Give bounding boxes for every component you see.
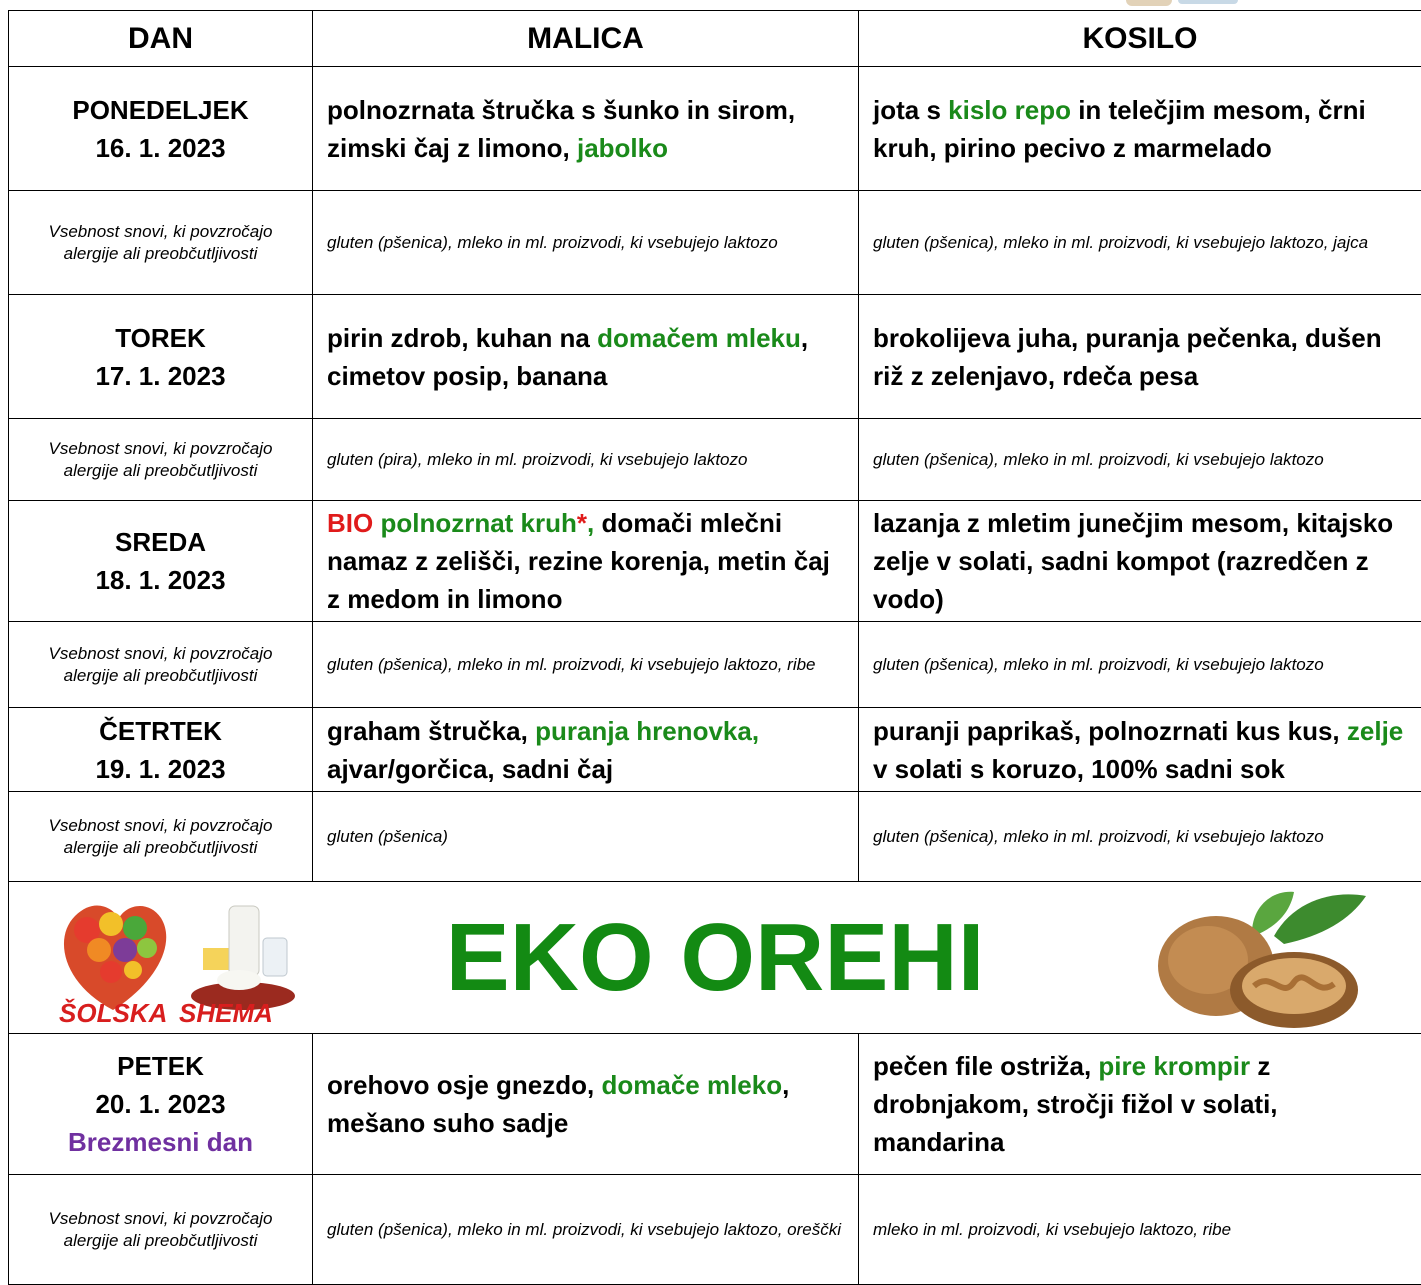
menu-text-segment: pire krompir xyxy=(1098,1051,1250,1081)
menu-text-segment: jabolko xyxy=(577,133,668,163)
malica-cell xyxy=(313,708,859,792)
kosilo-allergens: gluten (pšenica), mleko in ml. proizvodi, ki vsebujejo laktozo xyxy=(859,419,1421,501)
menu-text-segment: kislo repo xyxy=(948,95,1071,125)
menu-text-segment: lazanja z mletim junečjim mesom, kitajsko zelje v solati, sadni kompot (razredčen z vodo) xyxy=(873,508,1393,614)
corner-decoration xyxy=(1120,0,1300,10)
menu-text-segment: puranja hrenovka, xyxy=(535,716,759,746)
allergen-row xyxy=(9,622,1421,708)
allergen-label: Vsebnost snovi, ki povzročajo alergije ali preobčutljivosti xyxy=(9,1175,313,1285)
malica-cell xyxy=(313,295,859,419)
kosilo-cell xyxy=(859,67,1421,191)
menu-text-segment: , xyxy=(587,508,594,538)
day-cell xyxy=(9,67,313,191)
menu-text-segment: polnozrnata štručka s šunko in sirom, zimski čaj z limono, xyxy=(327,95,795,163)
allergen-label: Vsebnost snovi, ki povzročajo alergije ali preobčutljivosti xyxy=(9,191,313,295)
walnut-image xyxy=(1154,890,1369,1032)
kosilo-allergens: gluten (pšenica), mleko in ml. proizvodi, ki vsebujejo laktozo xyxy=(859,792,1421,882)
header-dan: DAN xyxy=(9,11,313,67)
solska-shema-logo xyxy=(53,892,303,1028)
allergen-label: Vsebnost snovi, ki povzročajo alergije ali preobčutljivosti xyxy=(9,419,313,501)
allergen-row xyxy=(9,792,1421,882)
malica-allergens: gluten (pšenica), mleko in ml. proizvodi, ki vsebujejo laktozo xyxy=(313,191,859,295)
menu-page xyxy=(8,10,1421,1285)
header-kosilo: KOSILO xyxy=(859,11,1421,67)
malica-allergens: gluten (pšenica), mleko in ml. proizvodi, ki vsebujejo laktozo, ribe xyxy=(313,622,859,708)
day-date: 16. 1. 2023 xyxy=(23,129,298,167)
malica-cell xyxy=(313,501,859,622)
day-name: PETEK xyxy=(23,1047,298,1085)
kosilo-allergens: mleko in ml. proizvodi, ki vsebujejo laktozo, ribe xyxy=(859,1175,1421,1285)
menu-text-segment: zelje xyxy=(1347,716,1403,746)
menu-text-segment: pečen file ostriža, xyxy=(873,1051,1098,1081)
day-name: PONEDELJEK xyxy=(23,91,298,129)
malica-allergens: gluten (pšenica) xyxy=(313,792,859,882)
allergen-row xyxy=(9,191,1421,295)
day-date: 19. 1. 2023 xyxy=(23,750,298,788)
menu-row-wednesday xyxy=(9,501,1421,622)
header-malica: MALICA xyxy=(313,11,859,67)
day-cell xyxy=(9,1034,313,1175)
menu-text-segment: , mešano suho sadje xyxy=(327,1070,789,1138)
allergen-label: Vsebnost snovi, ki povzročajo alergije ali preobčutljivosti xyxy=(9,792,313,882)
allergen-row xyxy=(9,419,1421,501)
menu-text-segment: * xyxy=(577,508,587,538)
menu-text-segment: domači mlečni namaz z zelišči, rezine korenja, metin čaj z medom in limono xyxy=(327,508,830,614)
menu-text-segment: pirin zdrob, kuhan na xyxy=(327,323,597,353)
eko-banner xyxy=(9,882,1421,1034)
menu-text-segment: graham štručka, xyxy=(327,716,535,746)
menu-text-segment: ajvar/gorčica, sadni čaj xyxy=(327,754,613,784)
malica-allergens: gluten (pšenica), mleko in ml. proizvodi, ki vsebujejo laktozo, oreščki xyxy=(313,1175,859,1285)
allergen-row xyxy=(9,1175,1421,1285)
day-date: 20. 1. 2023 xyxy=(23,1085,298,1123)
kosilo-allergens: gluten (pšenica), mleko in ml. proizvodi, ki vsebujejo laktozo, jajca xyxy=(859,191,1421,295)
day-name: SREDA xyxy=(23,523,298,561)
menu-row-friday xyxy=(9,1034,1421,1175)
menu-text-segment: domače mleko xyxy=(601,1070,782,1100)
menu-text-segment: , cimetov posip, banana xyxy=(327,323,808,391)
day-cell xyxy=(9,708,313,792)
day-date: 18. 1. 2023 xyxy=(23,561,298,599)
day-name: ČETRTEK xyxy=(23,712,298,750)
kosilo-cell xyxy=(859,501,1421,622)
menu-text-segment: domačem mleku xyxy=(597,323,801,353)
menu-row-tuesday xyxy=(9,295,1421,419)
logo-word-shema: SHEMA xyxy=(179,998,273,1028)
menu-text-segment: puranji paprikaš, polnozrnati kus kus, xyxy=(873,716,1347,746)
menu-row-thursday xyxy=(9,708,1421,792)
menu-row-monday xyxy=(9,67,1421,191)
eko-title: EKO OREHI xyxy=(9,898,1421,1018)
logo-word-solska: ŠOLSKA xyxy=(59,998,167,1028)
kosilo-cell xyxy=(859,1034,1421,1175)
menu-text-segment: orehovo osje gnezdo, xyxy=(327,1070,601,1100)
day-cell xyxy=(9,295,313,419)
menu-text-segment: brokolijeva juha, puranja pečenka, dušen riž z zelenjavo, rdeča pesa xyxy=(873,323,1382,391)
malica-cell xyxy=(313,67,859,191)
header-row xyxy=(9,11,1421,67)
day-cell xyxy=(9,501,313,622)
kosilo-cell xyxy=(859,708,1421,792)
day-name: TOREK xyxy=(23,319,298,357)
menu-text-segment: in telečjim mesom, črni kruh, pirino pecivo z marmelado xyxy=(873,95,1366,163)
malica-cell xyxy=(313,1034,859,1175)
meatless-day-note: Brezmesni dan xyxy=(23,1123,298,1161)
allergen-label: Vsebnost snovi, ki povzročajo alergije ali preobčutljivosti xyxy=(9,622,313,708)
eko-banner-row xyxy=(9,882,1421,1034)
menu-text-segment: BIO xyxy=(327,508,373,538)
menu-table xyxy=(8,10,1421,1285)
kosilo-cell xyxy=(859,295,1421,419)
menu-text-segment: v solati s koruzo, 100% sadni sok xyxy=(873,754,1285,784)
kosilo-allergens: gluten (pšenica), mleko in ml. proizvodi, ki vsebujejo laktozo xyxy=(859,622,1421,708)
day-date: 17. 1. 2023 xyxy=(23,357,298,395)
malica-allergens: gluten (pira), mleko in ml. proizvodi, ki vsebujejo laktozo xyxy=(313,419,859,501)
menu-text-segment: polnozrnat kruh xyxy=(373,508,577,538)
menu-text-segment: jota s xyxy=(873,95,948,125)
menu-text-segment: z drobnjakom, stročji fižol v solati, mandarina xyxy=(873,1051,1278,1157)
